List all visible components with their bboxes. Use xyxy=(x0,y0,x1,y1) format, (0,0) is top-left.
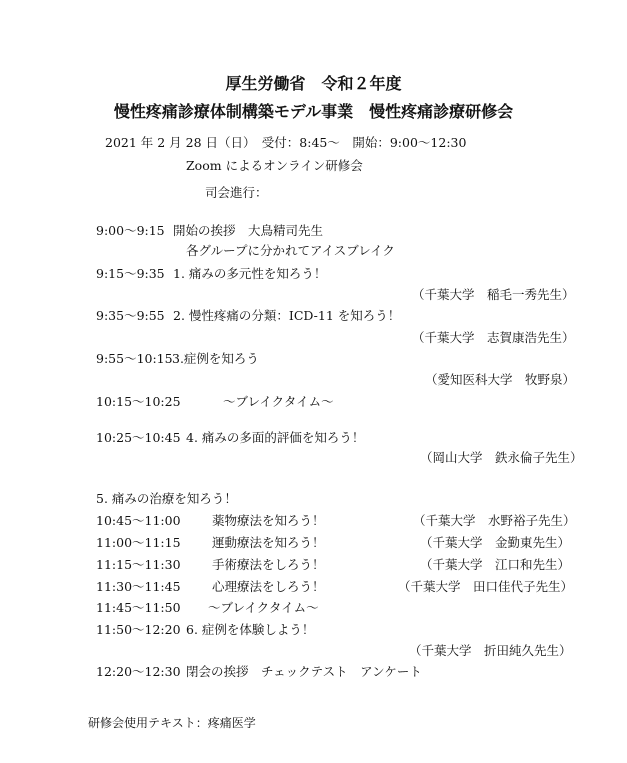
break-label-1: ～ブレイクタイム～ xyxy=(223,394,334,409)
speaker-7a: （千葉大学 水野裕子先生） xyxy=(413,513,576,528)
speaker-2: （千葉大学 稲毛一秀先生） xyxy=(412,287,575,302)
speaker-7b: （千葉大学 金勤東先生） xyxy=(420,535,571,550)
time-slot-5: 10:15～10:25 xyxy=(96,394,181,409)
time-slot-1: 9:00～9:15 xyxy=(96,223,165,238)
title-line-1: 厚生労働省 令和２年度 xyxy=(225,74,402,93)
time-slot-7c: 11:15～11:30 xyxy=(96,557,181,572)
speaker-3: （千葉大学 志賀康浩先生） xyxy=(412,330,575,345)
session-title-3: 2. 慢性疼痛の分類：ICD-11 を知ろう！ xyxy=(173,308,401,323)
time-slot-7e: 11:45～11:50 xyxy=(96,600,181,615)
time-slot-6: 10:25～10:45 xyxy=(96,430,181,445)
time-slot-3: 9:35～9:55 xyxy=(96,308,165,323)
session-title-7c: 手術療法をしろう！ xyxy=(212,557,325,572)
title-line-2: 慢性疼痛診療体制構築モデル事業 慢性疼痛診療研修会 xyxy=(113,102,514,121)
speaker-7d: （千葉大学 田口佳代子先生） xyxy=(398,579,574,594)
time-slot-7d: 11:30～11:45 xyxy=(96,579,181,594)
speaker-8: （千葉大学 折田純久先生） xyxy=(409,643,572,658)
session-title-6: 4. 痛みの多面的評価を知ろう！ xyxy=(186,430,365,445)
session-subtitle-1: 各グループに分かれてアイスブレイク xyxy=(186,243,395,258)
session-title-8: 6. 症例を体験しよう！ xyxy=(186,622,315,637)
moderator-label: 司会進行： xyxy=(205,185,268,200)
zoom-line: Zoom によるオンライン研修会 xyxy=(186,158,363,173)
speaker-7c: （千葉大学 江口和先生） xyxy=(420,557,571,572)
session-title-1: 開始の挨拶 大鳥精司先生 xyxy=(173,223,324,238)
session-title-7b: 運動療法を知ろう！ xyxy=(212,535,325,550)
time-slot-8: 11:50～12:20 xyxy=(96,622,181,637)
date-line: 2021 年 2 月 28 日（日） 受付：8:45～ 開始：9:00～12:30 xyxy=(105,135,467,150)
time-slot-4: 9:55～10:15 xyxy=(96,351,173,366)
textbook-note: 研修会使用テキスト：疼痛医学 xyxy=(88,716,256,730)
speaker-6: （岡山大学 鉄永倫子先生） xyxy=(420,450,583,465)
time-slot-9: 12:20～12:30 xyxy=(96,664,181,679)
session-title-2: 1. 痛みの多元性を知ろう！ xyxy=(173,266,327,281)
time-slot-2: 9:15～9:35 xyxy=(96,266,165,281)
speaker-4: （愛知医科大学 牧野泉） xyxy=(425,372,576,387)
section-heading-treatment: 5. 痛みの治療を知ろう！ xyxy=(96,491,237,506)
session-title-9: 閉会の挨拶 チェックテスト アンケート xyxy=(186,664,422,679)
time-slot-7a: 10:45～11:00 xyxy=(96,513,181,528)
session-title-7d: 心理療法をしろう！ xyxy=(212,579,325,594)
session-title-7a: 薬物療法を知ろう！ xyxy=(212,513,325,528)
break-label-2: ～ブレイクタイム～ xyxy=(208,600,319,615)
time-slot-7b: 11:00～11:15 xyxy=(96,535,181,550)
session-title-4: 3.症例を知ろう xyxy=(172,351,259,366)
